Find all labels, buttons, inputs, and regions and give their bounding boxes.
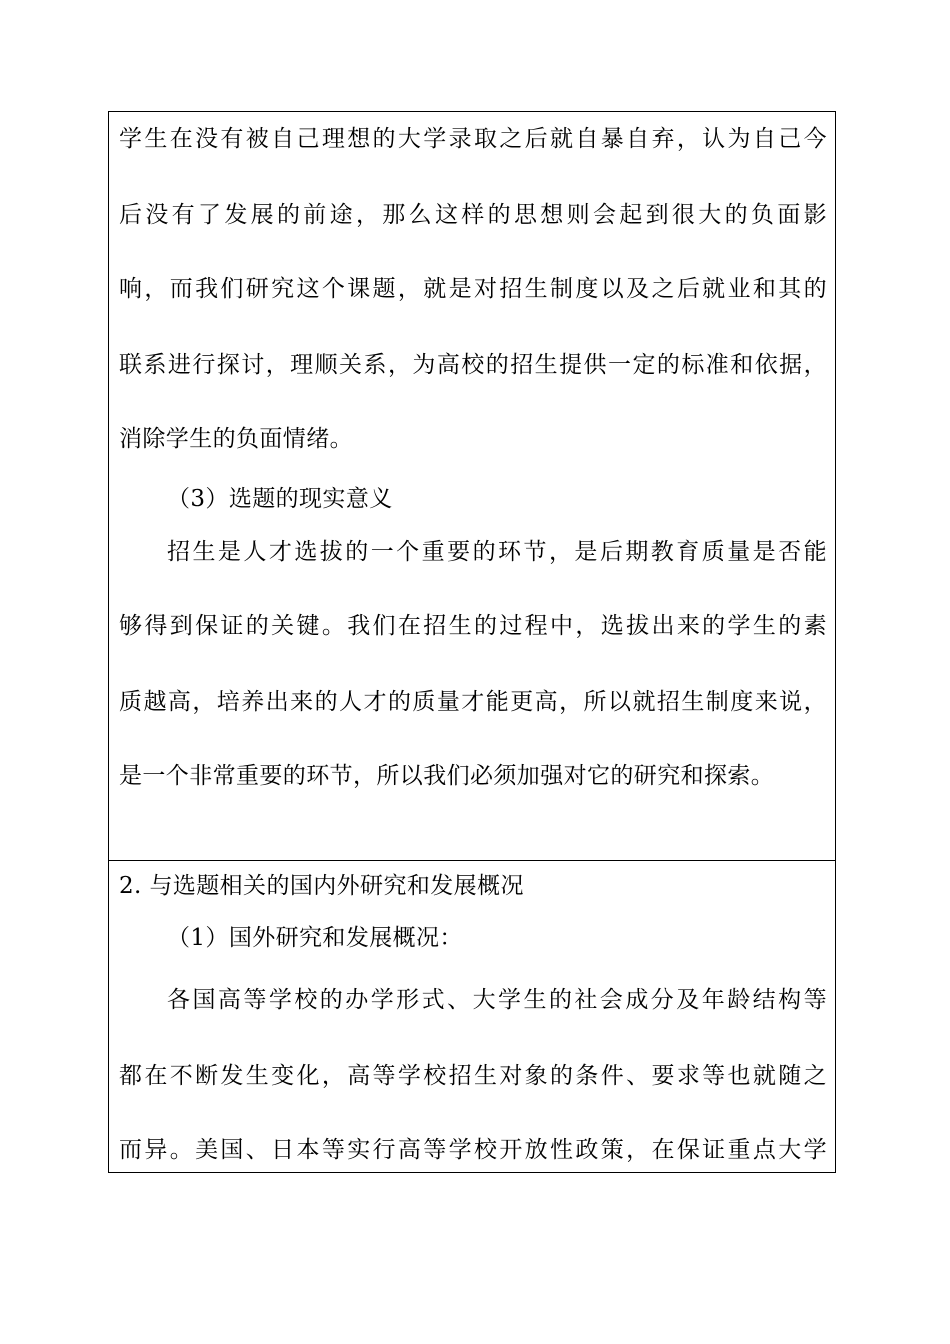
table-cell-research-overview [109, 861, 835, 1172]
body-text-line: 联系进行探讨，理顺关系，为高校的招生提供一定的标准和依据， [119, 352, 827, 378]
body-text-line: 学生在没有被自己理想的大学录取之后就自暴自弃，认为自己今 [119, 126, 827, 152]
table-cell-significance [109, 112, 835, 861]
body-text-line: 各国高等学校的办学形式、大学生的社会成分及年龄结构等 [167, 987, 827, 1013]
body-text-line: 消除学生的负面情绪。 [119, 426, 353, 452]
body-text-line: 够得到保证的关键。我们在招生的过程中，选拔出来的学生的素 [119, 613, 827, 639]
section-subheading: （1）国外研究和发展概况： [167, 925, 463, 951]
body-text-line: 质越高，培养出来的人才的质量才能更高，所以就招生制度来说， [119, 689, 827, 715]
body-text-line: 响，而我们研究这个课题，就是对招生制度以及之后就业和其的 [119, 276, 827, 302]
body-text-line: 招生是人才选拔的一个重要的环节，是后期教育质量是否能 [167, 539, 827, 565]
section-subheading: （3）选题的现实意义 [167, 486, 393, 512]
document-table [108, 111, 836, 1173]
body-text-line: 而异。美国、日本等实行高等学校开放性政策，在保证重点大学 [119, 1137, 827, 1163]
section-heading: 2. 与选题相关的国内外研究和发展概况 [119, 873, 524, 899]
body-text-line: 都在不断发生变化，高等学校招生对象的条件、要求等也就随之 [119, 1063, 827, 1089]
body-text-line: 是一个非常重要的环节，所以我们必须加强对它的研究和探索。 [119, 763, 775, 789]
body-text-line: 后没有了发展的前途，那么这样的思想则会起到很大的负面影 [119, 202, 827, 228]
